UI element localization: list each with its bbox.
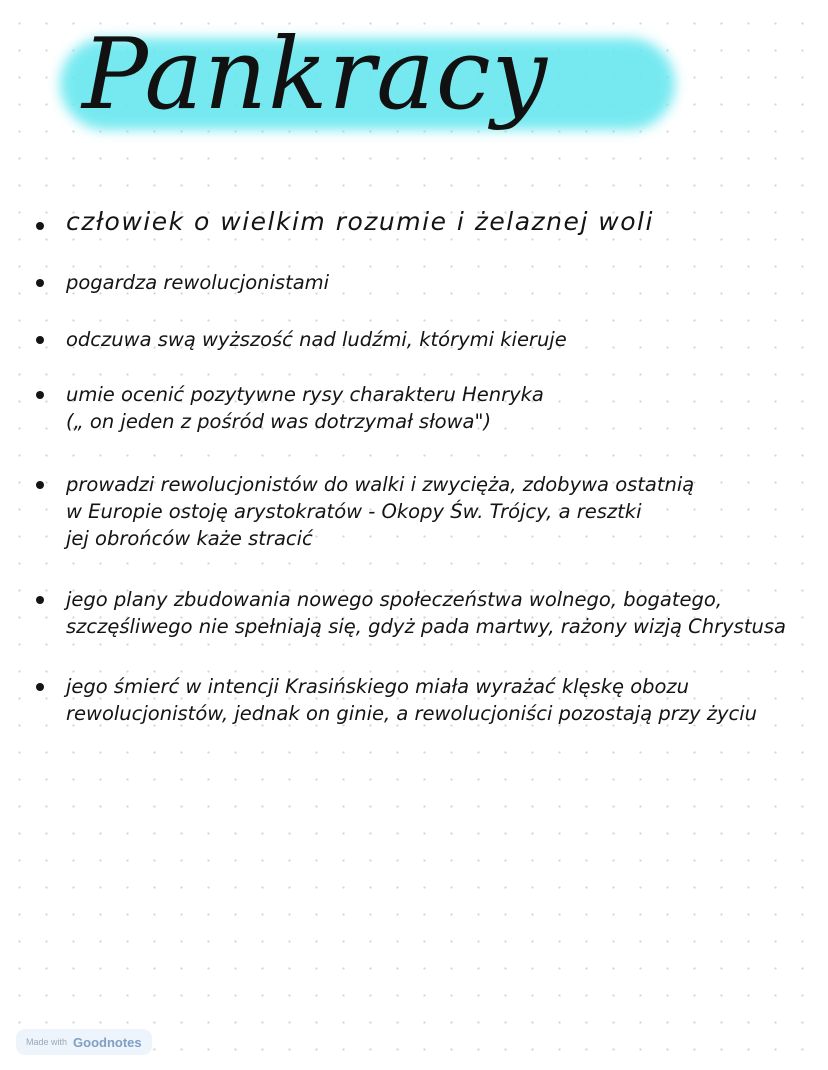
note-item xyxy=(30,471,820,552)
note-item xyxy=(30,208,820,235)
note-line: odczuwa swą wyższość nad ludźmi, którymi kieruje xyxy=(66,328,567,351)
note-line: pogardza rewolucjonistami xyxy=(66,271,330,294)
bullet-dot-icon xyxy=(36,683,44,691)
note-item xyxy=(30,269,820,296)
note-line: prowadzi rewolucjonistów do walki i zwycięża, zdobywa ostatnią xyxy=(66,473,695,496)
note-item xyxy=(30,381,820,435)
note-line: umie ocenić pozytywne rysy charakteru Henryka xyxy=(66,383,544,406)
bullet-dot-icon xyxy=(36,279,44,287)
note-line: szczęśliwego nie spełniają się, gdyż pada martwy, rażony wizją Chrystusa xyxy=(66,615,786,638)
note-line: jego plany zbudowania nowego społeczeństwa wolnego, bogatego, xyxy=(66,588,723,611)
title-block xyxy=(60,8,680,143)
bullet-dot-icon xyxy=(36,596,44,604)
bullet-dot-icon xyxy=(36,391,44,399)
note-line: („ on jeden z pośród was dotrzymał słowa") xyxy=(66,410,492,433)
note-line: jej obrońców każe stracić xyxy=(66,527,313,550)
bullet-dot-icon xyxy=(36,222,44,230)
made-with-goodnotes-badge xyxy=(16,1029,152,1055)
note-line: człowiek o wielkim rozumie i żelaznej woli xyxy=(66,207,654,236)
bullet-dot-icon xyxy=(36,481,44,489)
bullet-dot-icon xyxy=(36,336,44,344)
page-title: Pankracy xyxy=(82,18,548,132)
note-item xyxy=(30,326,820,353)
note-item xyxy=(30,673,820,727)
notes-list xyxy=(30,196,820,727)
made-with-label: Made with xyxy=(26,1037,68,1047)
note-item xyxy=(30,586,820,640)
note-line: jego śmierć w intencji Krasińskiego miała wyrażać klęskę obozu xyxy=(66,675,690,698)
note-line: rewolucjonistów, jednak on ginie, a rewolucjoniści pozostają przy życiu xyxy=(66,702,757,725)
note-line: w Europie ostoję arystokratów - Okopy Św. Trójcy, a resztki xyxy=(66,500,642,523)
goodnotes-brand: Goodnotes xyxy=(73,1034,142,1050)
